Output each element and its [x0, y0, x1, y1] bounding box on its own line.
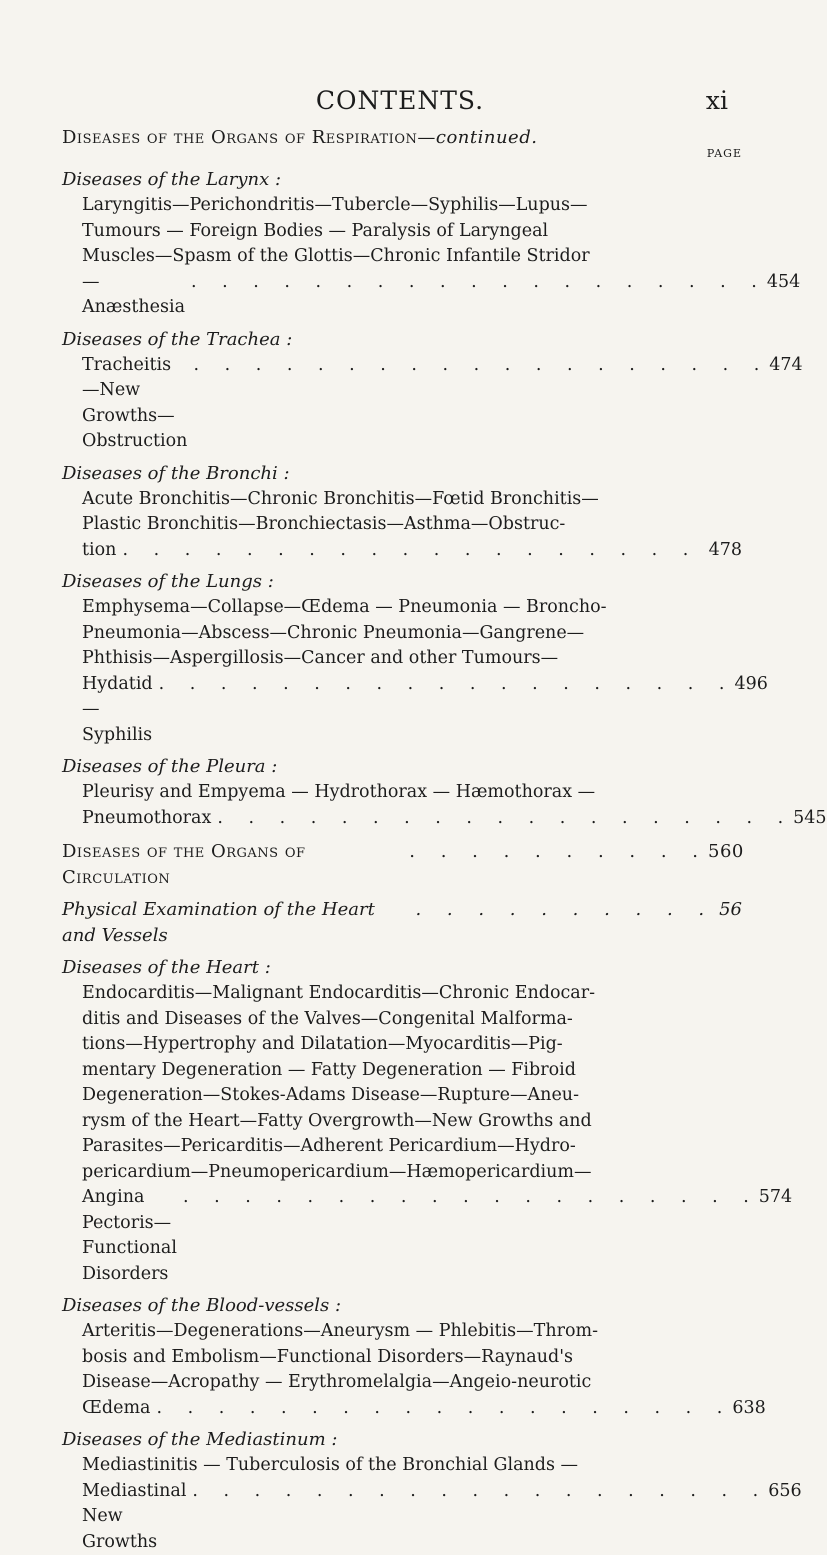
entry-line: Plastic Bronchitis—Bronchiectasis—Asthma—Obstruc-: [82, 512, 742, 538]
contents-group: [62, 569, 742, 748]
entry-line: Tumours — Foreign Bodies — Paralysis of Laryngeal: [82, 219, 742, 245]
entry-line: Degeneration—Stokes-Adams Disease—Rupture—Aneu-: [82, 1083, 742, 1109]
page-column-label: PAGE: [62, 147, 742, 161]
contents-group: [62, 955, 742, 1287]
continued-label: continued.: [436, 127, 538, 148]
page-ref: 454: [767, 270, 800, 296]
section-heading-respiration: [62, 125, 742, 151]
entry-last-line: Œdema . . . . . . . . . . . . . . . . . . . 638: [82, 1396, 742, 1422]
contents-group: [62, 327, 742, 455]
entry-line: ditis and Diseases of the Valves—Congenital Malforma-: [82, 1007, 742, 1033]
contents-group: [62, 1427, 742, 1555]
entry-title: Physical Examination of the Heart and Vessels: [62, 897, 409, 949]
group-title: Diseases of the Heart :: [62, 955, 742, 981]
entry-line: Muscles—Spasm of the Glottis—Chronic Infantile Stridor: [82, 244, 742, 270]
entry-last-line: tion . . . . . . . . . . . . . . . . . . . 478: [82, 538, 742, 564]
entry-line: Laryngitis—Perichondritis—Tubercle—Syphilis—Lupus—: [82, 193, 742, 219]
contents-group: [62, 167, 742, 321]
page-ref: 574: [759, 1185, 792, 1211]
respiration-groups: [62, 167, 742, 831]
contents-group: [62, 754, 742, 831]
entry-text: Œdema: [82, 1396, 151, 1422]
entry-text: Mediastinal New Growths: [82, 1479, 186, 1555]
entry-last-line: Hydatid—Syphilis . . . . . . . . . . . . . . . . . . . 496: [82, 672, 742, 749]
entry-text: Angina Pectoris—Functional Disorders: [82, 1185, 177, 1287]
entry-line: Arteritis—Degenerations—Aneurysm — Phlebitis—Throm-: [82, 1319, 742, 1345]
entry-text: Tracheitis—New Growths—Obstruction: [82, 353, 187, 455]
group-title: Diseases of the Mediastinum :: [62, 1427, 742, 1453]
entry-last-line: Tracheitis—New Growths—Obstruction . . . . . . . . . . . . . . . . . . . 474: [82, 353, 742, 455]
group-title: Diseases of the Larynx :: [62, 167, 742, 193]
entry-line: Phthisis—Aspergillosis—Cancer and other Tumours—: [82, 646, 742, 672]
entry-last-line: Pneumothorax . . . . . . . . . . . . . . . . . . . 545: [82, 806, 742, 832]
page-ref: 474: [769, 353, 802, 379]
entry-text: Hydatid—Syphilis: [82, 672, 153, 749]
group-title: Diseases of the Lungs :: [62, 569, 742, 595]
group-title: Diseases of the Trachea :: [62, 327, 742, 353]
entry-line: Endocarditis—Malignant Endocarditis—Chronic Endocar-: [82, 981, 742, 1007]
circulation-groups: [62, 955, 742, 1555]
page-ref: 478: [708, 538, 742, 564]
entry-line: Acute Bronchitis—Chronic Bronchitis—Fœtid Bronchitis—: [82, 487, 742, 513]
page-ref: 638: [732, 1396, 765, 1422]
page-title: CONTENTS.: [0, 86, 800, 115]
page-ref: 545: [793, 806, 826, 832]
entry-last-line: —Anæsthesia . . . . . . . . . . . . . . . . . . . 454: [82, 270, 742, 321]
entry-text: —Anæsthesia: [82, 270, 185, 321]
group-title: Diseases of the Blood-vessels :: [62, 1293, 742, 1319]
entry-line: bosis and Embolism—Functional Disorders—Raynaud's: [82, 1345, 742, 1371]
page-ref: 56: [714, 897, 742, 923]
entry-last-line: Angina Pectoris—Functional Disorders . . . . . . . . . . . . . . . . . . . 574: [82, 1185, 742, 1287]
section-heading-circulation: Diseases of the Organs of Circulation . . . . . . . . . . 560: [62, 839, 742, 891]
entry-line: Parasites—Pericarditis—Adherent Pericardium—Hydro-: [82, 1134, 742, 1160]
entry-text: tion: [82, 538, 116, 564]
contents-list: [62, 125, 742, 1555]
contents-group: [62, 461, 742, 564]
entry-line: pericardium—Pneumopericardium—Hæmopericardium—: [82, 1160, 742, 1186]
group-title: Diseases of the Pleura :: [62, 754, 742, 780]
section-heading-text: Diseases of the Organs of Respiration—: [62, 127, 436, 148]
page-ref: 496: [734, 672, 767, 698]
entry-line: Emphysema—Collapse—Œdema — Pneumonia — Broncho-: [82, 595, 742, 621]
running-head: [0, 86, 800, 116]
contents-group: [62, 1293, 742, 1421]
entry-text: Pneumothorax: [82, 806, 211, 832]
entry-line: mentary Degeneration — Fatty Degeneration — Fibroid: [82, 1058, 742, 1084]
page-number: xi: [706, 86, 728, 115]
entry-line: tions—Hypertrophy and Dilatation—Myocarditis—Pig-: [82, 1032, 742, 1058]
entry-line: Disease—Acropathy — Erythromelalgia—Angeio-neurotic: [82, 1370, 742, 1396]
section-heading-text: Diseases of the Organs of Circulation: [62, 839, 403, 891]
entry-line: Mediastinitis — Tuberculosis of the Bronchial Glands —: [82, 1453, 742, 1479]
entry-line: Pleurisy and Empyema — Hydrothorax — Hæmothorax —: [82, 780, 742, 806]
entry-line: Pneumonia—Abscess—Chronic Pneumonia—Gangrene—: [82, 621, 742, 647]
group-title: Diseases of the Bronchi :: [62, 461, 742, 487]
physical-examination-entry: Physical Examination of the Heart and Vessels . . . . . . . . . . 56: [62, 897, 742, 949]
page-ref: 656: [768, 1479, 801, 1505]
entry-last-line: Mediastinal New Growths . . . . . . . . . . . . . . . . . . . 656: [82, 1479, 742, 1555]
entry-line: rysm of the Heart—Fatty Overgrowth—New Growths and: [82, 1109, 742, 1135]
page-ref: 560: [708, 839, 742, 865]
